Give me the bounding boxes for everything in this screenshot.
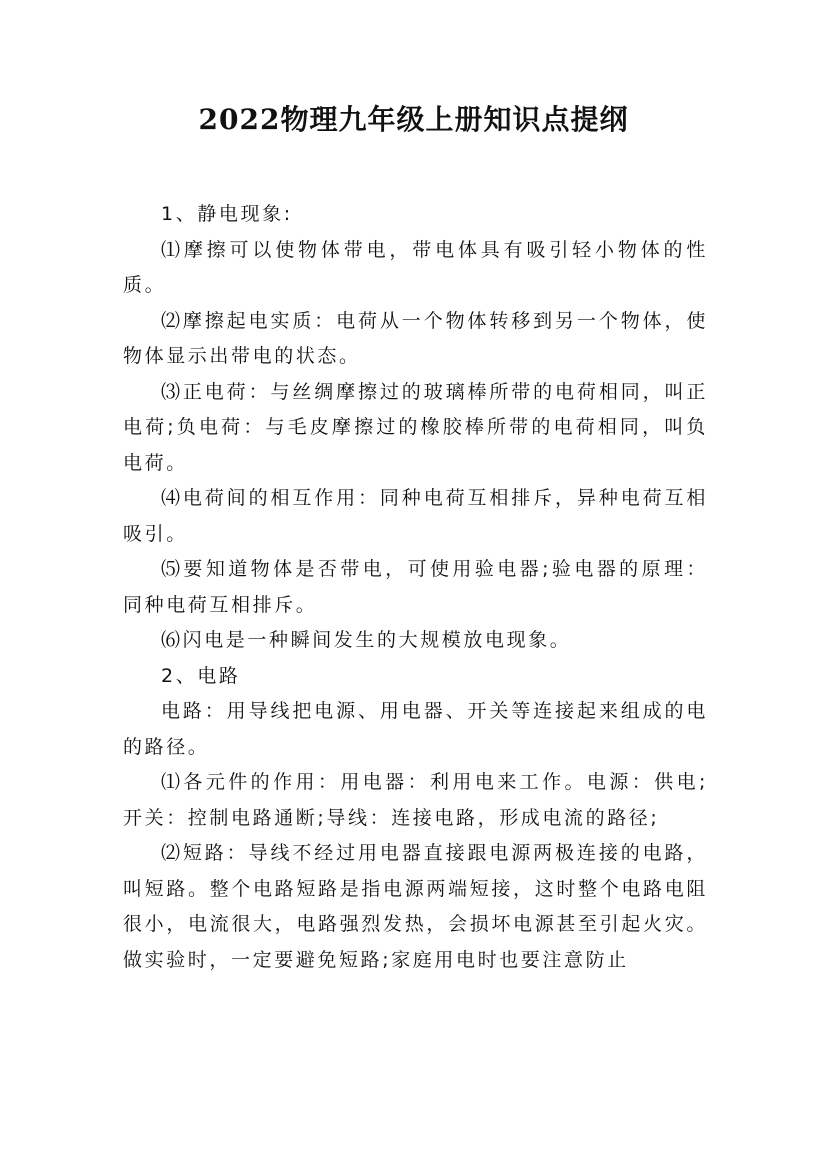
paragraph-charge-interaction: ⑷电荷间的相互作用：同种电荷互相排斥，异种电荷互相吸引。 [123, 487, 708, 545]
paragraph-lightning: ⑹闪电是一种瞬间发生的大规模放电现象。 [161, 629, 572, 651]
paragraph-friction-charging: ⑴摩擦可以使物体带电，带电体具有吸引轻小物体的性质。 [123, 238, 708, 296]
document-title: 2022物理九年级上册知识点提纲 [198, 103, 629, 136]
paragraph-circuit-definition: 电路：用导线把电源、用电器、开关等连接起来组成的电的路径。 [123, 700, 708, 758]
paragraph-circuit-components: ⑴各元件的作用：用电器：利用电来工作。电源：供电;开关：控制电路通断;导线：连接电路，形成电流的路径; [123, 771, 708, 829]
section-heading-circuit: 2、电路 [161, 664, 241, 687]
document-body [123, 197, 708, 978]
section-heading-static-electricity: 1、静电现象: [161, 203, 293, 225]
paragraph-short-circuit: ⑵短路：导线不经过用电器直接跟电源两极连接的电路，叫短路。整个电路短路是指电源两端短接，这时整个电路电阻很小，电流很大，电路强烈发热，会损坏电源甚至引起火灾。做实验时，一定要避免短路;家庭用电时也要注意防止 [123, 842, 708, 971]
paragraph-electroscope: ⑸要知道物体是否带电，可使用验电器;验电器的原理：同种电荷互相排斥。 [123, 558, 708, 616]
paragraph-charging-essence: ⑵摩擦起电实质：电荷从一个物体转移到另一个物体，使物体显示出带电的状态。 [123, 309, 708, 367]
paragraph-positive-negative-charge: ⑶正电荷：与丝绸摩擦过的玻璃棒所带的电荷相同，叫正电荷;负电荷：与毛皮摩擦过的橡胶棒所带的电荷相同，叫负电荷。 [123, 380, 708, 474]
